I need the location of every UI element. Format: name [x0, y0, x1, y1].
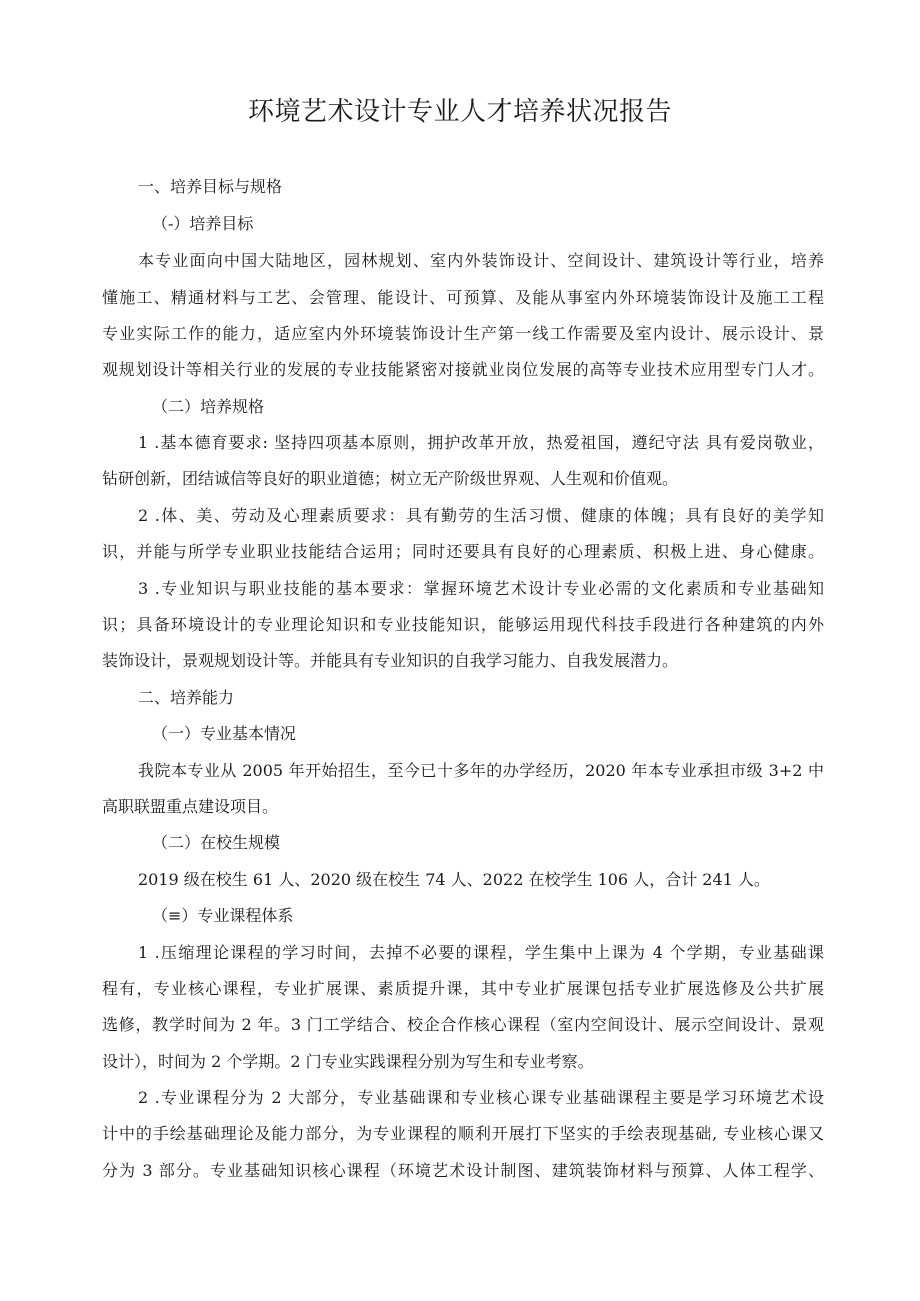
paragraph-line: 1 .压缩理论课程的学习时间，去掉不必要的课程，学生集中上课为 4 个学期，专业基础课 [138, 943, 824, 962]
document-title: 环境艺术设计专业人才培养状况报告 [247, 97, 672, 127]
section-heading: 二、培养能力 [138, 688, 235, 707]
paragraph-line: 3 .专业知识与职业技能的基本要求：掌握环境艺术设计专业必需的文化素质和专业基础知 [138, 579, 824, 598]
paragraph-line: 专业实际工作的能力，适应室内外环境装饰设计生产第一线工作需要及室内设计、展示设计、景 [102, 324, 824, 343]
paragraph-line: 观规划设计等相关行业的发展的专业技能紧密对接就业岗位发展的高等专业技术应用型专门人才。 [102, 360, 824, 379]
paragraph-line: 2 .体、美、劳动及心理素质要求：具有勤劳的生活习惯、健康的体魄；具有良好的美学知 [138, 506, 824, 525]
paragraph-line: 2019 级在校生 61 人、2020 级在校生 74 人、2022 在校学生 106 人，合计 241 人。 [138, 870, 770, 889]
paragraph-line: 分为 3 部分。专业基础知识核心课程（环境艺术设计制图、建筑装饰材料与预算、人体工程学、 [102, 1161, 824, 1180]
section-heading: 一、培养目标与规格 [138, 177, 283, 196]
paragraph-line: 钻研创新，团结诚信等良好的职业道德；树立无产阶级世界观、人生观和价值观。 [102, 469, 679, 488]
paragraph-line: 我院本专业从 2005 年开始招生，至今已十多年的办学经历，2020 年本专业承担市级 3+2 中 [138, 761, 824, 780]
paragraph-line: 识；具备环境设计的专业理论知识和专业技能知识，能够运用现代科技手段进行各种建筑的内外 [102, 615, 824, 634]
paragraph-line: 本专业面向中国大陆地区，园林规划、室内外装饰设计、空间设计、建筑设计等行业，培养 [138, 251, 824, 270]
paragraph-line: 计中的手绘基础理论及能力部分，为专业课程的顺利开展打下坚实的手绘表现基础, 专业核心课又 [102, 1124, 824, 1143]
paragraph-line: 程有，专业核心课程，专业扩展课、素质提升课，其中专业扩展课包括专业扩展选修及公共扩展 [102, 979, 824, 998]
paragraph-line: 懂施工、精通材料与工艺、会管理、能设计、可预算、及能从事室内外环境装饰设计及施工工程 [102, 288, 824, 307]
subsection-heading: （二）在校生规模 [152, 833, 281, 852]
subsection-heading: （≡）专业课程体系 [152, 906, 294, 925]
paragraph-line: 识，并能与所学专业职业技能结合运用；同时还要具有良好的心理素质、积极上进、身心健康。 [102, 542, 824, 561]
paragraph-line: 装饰设计，景观规划设计等。并能具有专业知识的自我学习能力、自我发展潜力。 [102, 651, 679, 670]
paragraph-line: 2 .专业课程分为 2 大部分，专业基础课和专业核心课专业基础课程主要是学习环境艺术设 [138, 1088, 824, 1107]
paragraph-line: 选修，教学时间为 2 年。3 门工学结合、校企合作核心课程（室内空间设计、展示空间设计、景观 [102, 1015, 824, 1034]
subsection-heading: （-）培养目标 [152, 214, 254, 233]
paragraph-line: 高职联盟重点建设项目。 [102, 797, 279, 816]
subsection-heading: （一）专业基本情况 [152, 724, 297, 743]
paragraph-line: 1 .基本德育要求: 坚持四项基本原则，拥护改革开放，热爱祖国，遵纪守法 具有爱岗敬业， [138, 433, 824, 452]
subsection-heading: （二）培养规格 [152, 397, 265, 416]
paragraph-line: 设计），时间为 2 个学期。2 门专业实践课程分别为写生和专业考察。 [102, 1052, 594, 1071]
